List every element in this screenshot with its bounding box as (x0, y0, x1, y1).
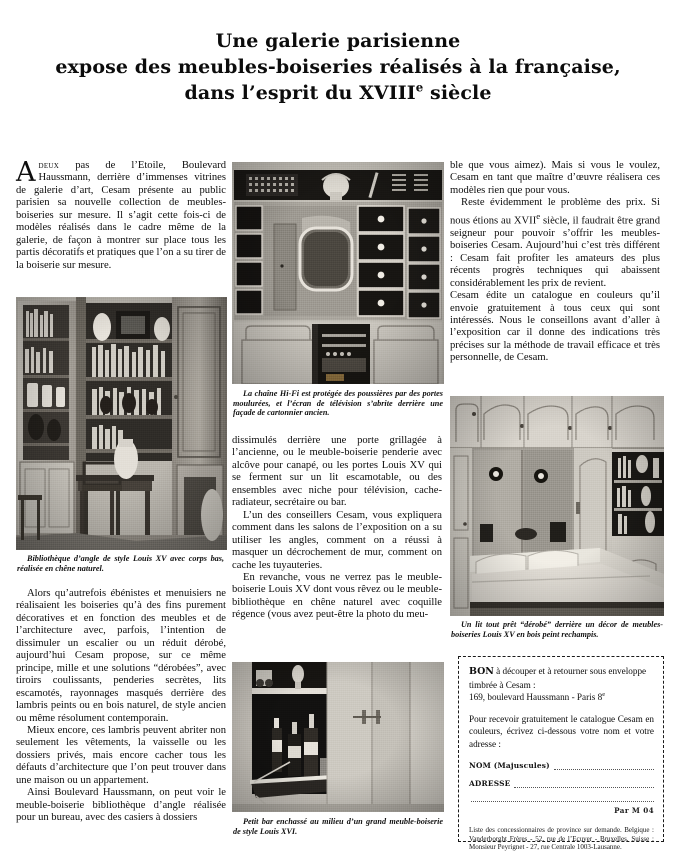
article-paragraph-1-2: Alors qu’autrefois ébénistes et menuisiers ne réalisaient les boiseries qu’à des fins purement décoratives et en fonction des meubles et de l’architecture avec, parfois, l’intention de dissimuler un escalier ou un réduit dérobé, aujourd’hui Cesam propose, sur ce même principe, mille et une solutions “dérobées”, avec tiroirs coulissants, penderies secrètes, lits escamotés, rayonnages masqués derrière des lambris peints ou en bois naturel, de style ancien ou même résolument contemporain. (16, 588, 226, 724)
hidden-bed-bedroom-caption: Un lit tout prêt “dérobé” derrière un décor de meubles-boiseries Louis XV en bois peint rechampis. (451, 620, 663, 639)
article-column-2 (232, 435, 442, 622)
headline-line-3-a: dans l’esprit du XVIII (184, 82, 416, 104)
hifi-photo-content (232, 162, 444, 384)
article-paragraph-1-4: Ainsi Boulevard Haussmann, on peut voir le meuble-boiserie bibliothèque d’angle réalisée pour un bureau, avec des casiers à dossiers (16, 787, 226, 824)
bar-photo-content (232, 662, 444, 812)
century-ordinal: e (536, 210, 541, 221)
coupon-address (469, 691, 654, 704)
article-paragraph-intro (16, 157, 226, 272)
coupon-name-label: NOM (Majuscules) (469, 761, 550, 770)
paragraph-3-2-a: Reste évidemment le problème des prix. Si nous étions au XVII (450, 197, 660, 227)
built-in-bar-illustration (232, 662, 444, 812)
coupon-box[interactable] (458, 656, 664, 852)
paragraph-3-2-b: siècle, il faudrait être grand seigneur pour pouvoir s’offrir les meubles-boiseries Cesam. Aujourd’hui c’est très différent : Cesam fait profiter les amateurs des plus récents progrès techniques qui abaissent considérablement les prix de revient. (450, 215, 660, 289)
coupon-address-label: ADRESSE (469, 779, 511, 788)
coupon-bon-label: BON (469, 666, 494, 677)
drop-cap: A (16, 157, 36, 188)
coupon-name-input[interactable] (554, 762, 654, 770)
hidden-bed-bedroom-photo (450, 396, 664, 616)
corner-bookcase-illustration (16, 297, 227, 550)
built-in-bar-photo (232, 662, 444, 812)
coupon-instruction: à découper et à retourner sous enveloppe timbrée à Cesam : (469, 666, 647, 690)
hifi-cabinet-illustration (232, 162, 444, 384)
article-column-3 (450, 160, 660, 365)
bedroom-photo-content (450, 396, 664, 616)
headline-line-3-b: siècle (423, 82, 492, 104)
article-paragraph-2-3: En revanche, vous ne verrez pas le meuble-boiserie Louis XV dont vous rêvez ou le meuble-bibliothèque en chêne naturel avec coquille régence (vous avez peut-être la photo du meu- (232, 571, 442, 621)
article-column-1 (16, 157, 226, 272)
article-paragraph-2-1: dissimulés derrière une porte grillagée à l’ancienne, ou le meuble-boiserie penderie avec alcôve pour canapé, ou les portes Louis XV qui se ferment sur un lit escamotable, ou des ensembles avec niche pour télévision, cache-radiateur, secrétaire ou bar. (232, 435, 442, 509)
corner-bookcase-photo (16, 297, 227, 550)
coupon-address-ordinal: e (602, 691, 606, 699)
article-column-1-lower (16, 588, 226, 825)
coupon-reference-code: Par M 04 (614, 806, 654, 815)
article-paragraph-3-2 (450, 197, 660, 290)
article-paragraph-3-3: Cesam édite un catalogue en couleurs qu’il envoie gratuitement à tous ceux qui sont intéressés. Nous le conseillons avant d’aller à l’exposition car il donne des indications très précises sur la méthode de travail efficace et très personnelle, de Cesam. (450, 290, 660, 364)
headline-line-3 (0, 80, 676, 106)
headline-line-2: expose des meubles-boiseries réalisés à la française, (55, 56, 621, 78)
article-paragraph-3-1: ble que vous aimez). Mais si vous le voulez, Cesam en tant que maître d’œuvre réalisera ces modèles rien que pour vous. (450, 160, 660, 196)
hidden-bed-illustration (450, 396, 664, 616)
intro-smallcaps: deux (38, 160, 60, 171)
coupon-name-field[interactable] (469, 761, 654, 770)
coupon-extra-line[interactable] (471, 800, 654, 802)
coupon-headline (469, 665, 654, 691)
headline-ordinal: e (415, 80, 424, 95)
coupon-fineprint: Liste des concessionnaires de province sur demande. Belgique : Vanderborght Frères - 52, rue de l’Ecuyer - Bruxelles. Suisse : Monsieur Peyrignet - 27, rue Centrale 1003-Lausanne. (469, 826, 654, 852)
corner-bookcase-photo-content (16, 297, 227, 550)
built-in-bar-caption: Petit bar enchassé au milieu d’un grand meuble-boiserie de style Louis XVI. (233, 817, 443, 836)
coupon-paragraph: Pour recevoir gratuitement le catalogue Cesam en couleurs, écrivez ci-dessous votre nom et votre adresse : (469, 713, 654, 749)
hifi-television-cabinet-caption: La chaîne Hi-Fi est protégée des poussières par des portes moulurées, et l’écran de télévision s’abrite derrière une façade de cartonnier ancien. (233, 389, 443, 418)
corner-bookcase-caption: Bibliothèque d’angle de style Louis XV avec corps bas, réalisée en chêne naturel. (17, 554, 224, 573)
intro-text: pas de l’Etoile, Boulevard Haussmann, derrière d’immenses vitrines de galerie d’art, Cesam présente au public parisien sa nouvelle collection de meubles-boiseries sur mesure. Il s’agit cette fois-ci de modèles réalisés dans le cadre même de la galerie, de façon à montrer sur place tous les partis décoratifs et pratiques que l’on a su tirer de la boiserie sur mesure. (16, 160, 226, 271)
coupon-address-field[interactable] (469, 779, 654, 788)
article-paragraph-1-3: Mieux encore, ces lambris peuvent abriter non seulement les vêtements, la vaisselle ou les dossiers privés, mais encore cacher tous les défauts d’architecture que l’on peut trouver dans une maison ou un appartement. (16, 724, 226, 786)
coupon-address-text: 169, boulevard Haussmann - Paris 8 (469, 692, 603, 703)
article-paragraph-2-2: L’un des conseillers Cesam, vous expliquera comment dans les salons de l’exposition on a su utiliser les angles, comment on a réussi à masquer un décrochement de mur, comment on cache les tuyauteries. (232, 509, 442, 571)
headline-line-1: Une galerie parisienne (215, 30, 461, 52)
coupon-address-input[interactable] (514, 780, 654, 788)
hifi-television-cabinet-photo (232, 162, 444, 384)
page-title (0, 28, 676, 106)
